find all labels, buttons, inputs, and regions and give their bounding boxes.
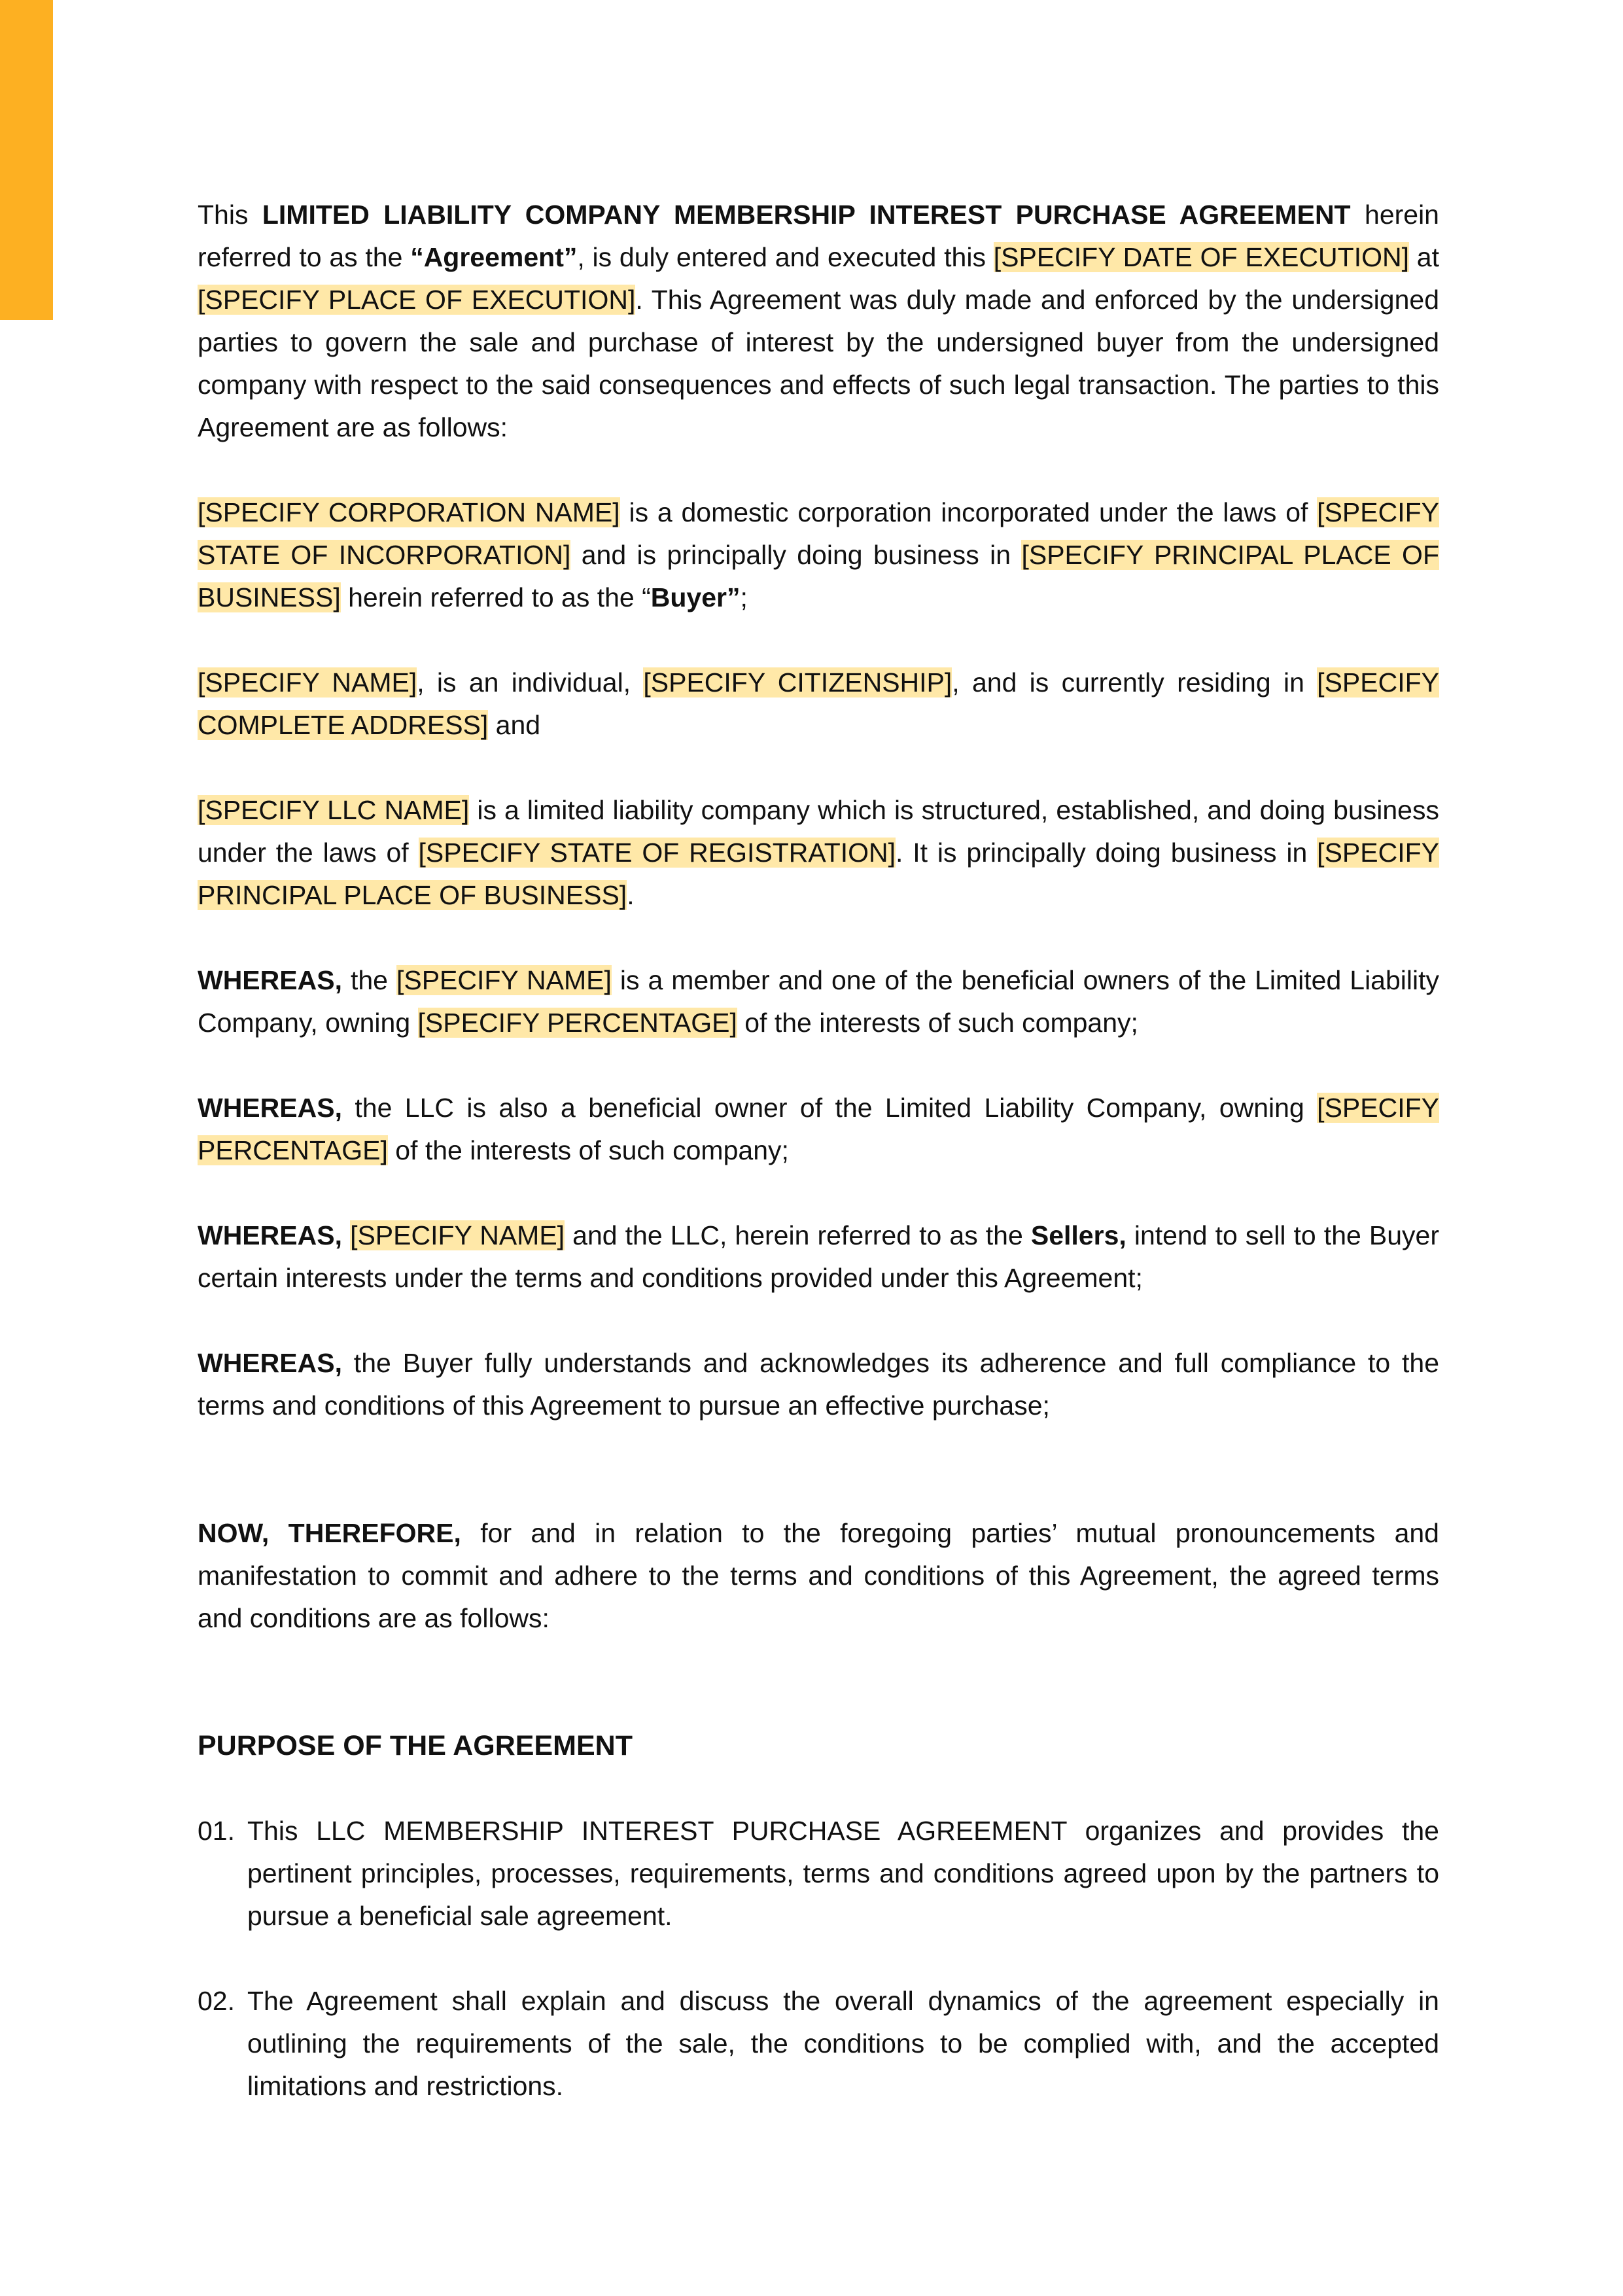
placeholder-citizenship[interactable]: [SPECIFY CITIZENSHIP]: [643, 667, 952, 698]
text: and the LLC, herein referred to as the: [565, 1220, 1031, 1250]
placeholder-principal-place-of-business[interactable]: [SPECIFY PRINCIPAL PLACE OF BUSINESS]: [198, 540, 1439, 612]
text: ;: [740, 582, 748, 612]
accent-bar: [0, 0, 53, 320]
text: and is principally doing business in: [570, 540, 1022, 570]
placeholder-state-of-registration[interactable]: [SPECIFY STATE OF REGISTRATION]: [418, 838, 896, 868]
buyer-term: Buyer”: [650, 582, 741, 612]
placeholder-name[interactable]: [SPECIFY NAME]: [350, 1220, 565, 1250]
text: [342, 1220, 350, 1250]
text: the: [341, 965, 396, 995]
placeholder-state-of-incorporation[interactable]: [SPECIFY STATE OF INCORPORATION]: [198, 497, 1439, 570]
text: at: [1409, 242, 1439, 272]
text: and: [488, 710, 541, 740]
text: . It is principally doing business in: [896, 838, 1318, 868]
document-body: [198, 194, 1439, 2108]
whereas-paragraph-3: [198, 1214, 1439, 1299]
whereas-paragraph-2: [198, 1087, 1439, 1172]
list-text: This LLC MEMBERSHIP INTEREST PURCHASE AGREEMENT organizes and provides the pertinent principles, processes, requirements, terms and conditions agreed upon by the partners to pursue a beneficial sale agreement.: [247, 1816, 1439, 1931]
whereas-label: WHEREAS,: [198, 965, 342, 995]
text: the Buyer fully understands and acknowledges its adherence and full compliance to the terms and conditions of this Agreement to pursue an effective purchase;: [198, 1348, 1439, 1421]
text: herein referred to as the: [198, 200, 1439, 272]
text: for and in relation to the foregoing parties’ mutual pronouncements and manifestation to commit and adhere to the terms and conditions of this Agreement, the agreed terms and conditions are as follows:: [198, 1518, 1439, 1633]
list-number: 02.: [198, 1986, 235, 2016]
individual-paragraph: [198, 662, 1439, 747]
placeholder-date-of-execution[interactable]: [SPECIFY DATE OF EXECUTION]: [993, 242, 1409, 272]
section-heading: PURPOSE OF THE AGREEMENT: [198, 1730, 633, 1761]
agreement-term: “Agreement”: [410, 242, 578, 272]
sellers-term: Sellers,: [1030, 1220, 1126, 1250]
placeholder-complete-address[interactable]: [SPECIFY COMPLETE ADDRESS]: [198, 667, 1439, 740]
whereas-label: WHEREAS,: [198, 1348, 342, 1378]
placeholder-percentage[interactable]: [SPECIFY PERCENTAGE]: [198, 1093, 1439, 1165]
whereas-paragraph-1: [198, 959, 1439, 1044]
buyer-paragraph: [198, 491, 1439, 619]
text: is a limited liability company which is structured, established, and doing business under the laws of: [198, 795, 1439, 868]
whereas-label: WHEREAS,: [198, 1093, 342, 1123]
whereas-paragraph-4: [198, 1342, 1439, 1427]
intro-paragraph: [198, 194, 1439, 449]
text: is a member and one of the beneficial owners of the Limited Liability Company, owning: [198, 965, 1439, 1038]
text: .: [627, 880, 635, 910]
placeholder-percentage[interactable]: [SPECIFY PERCENTAGE]: [417, 1008, 737, 1038]
text: , and is currently residing in: [952, 667, 1318, 698]
list-item: [198, 1980, 1439, 2108]
now-therefore-paragraph: [198, 1512, 1439, 1640]
llc-paragraph: [198, 789, 1439, 917]
placeholder-corporation-name[interactable]: [SPECIFY CORPORATION NAME]: [198, 497, 620, 527]
text: herein referred to as the “: [340, 582, 651, 612]
text: is a domestic corporation incorporated under the laws of: [620, 497, 1318, 527]
text: , is an individual,: [417, 667, 644, 698]
text: This: [198, 200, 262, 230]
text: intend to sell to the Buyer certain interests under the terms and conditions provided under this Agreement;: [198, 1220, 1439, 1293]
text: . This Agreement was duly made and enforced by the undersigned parties to govern the sale and purchase of interest by the undersigned buyer from the undersigned company with respect to the said consequences and effects of such legal transaction. The parties to this Agreement are as follows:: [198, 285, 1439, 442]
placeholder-principal-place-of-business[interactable]: [SPECIFY PRINCIPAL PLACE OF BUSINESS]: [198, 838, 1439, 910]
text: the LLC is also a beneficial owner of the Limited Liability Company, owning: [341, 1093, 1318, 1123]
placeholder-place-of-execution[interactable]: [SPECIFY PLACE OF EXECUTION]: [198, 285, 636, 315]
agreement-title: LIMITED LIABILITY COMPANY MEMBERSHIP INTEREST PURCHASE AGREEMENT: [262, 200, 1351, 230]
list-number: 01.: [198, 1816, 235, 1846]
placeholder-name[interactable]: [SPECIFY NAME]: [396, 965, 612, 995]
text: of the interests of such company;: [737, 1008, 1138, 1038]
list-item: [198, 1810, 1439, 1937]
now-therefore-label: NOW, THEREFORE,: [198, 1518, 461, 1548]
placeholder-name[interactable]: [SPECIFY NAME]: [198, 667, 417, 698]
placeholder-llc-name[interactable]: [SPECIFY LLC NAME]: [198, 795, 470, 825]
whereas-label: WHEREAS,: [198, 1220, 342, 1250]
text: of the interests of such company;: [387, 1135, 789, 1165]
text: , is duly entered and executed this: [577, 242, 994, 272]
list-text: The Agreement shall explain and discuss the overall dynamics of the agreement especially in outlining the requirements of the sale, the conditions to be complied with, and the accepted limitations and restrictions.: [247, 1986, 1439, 2101]
